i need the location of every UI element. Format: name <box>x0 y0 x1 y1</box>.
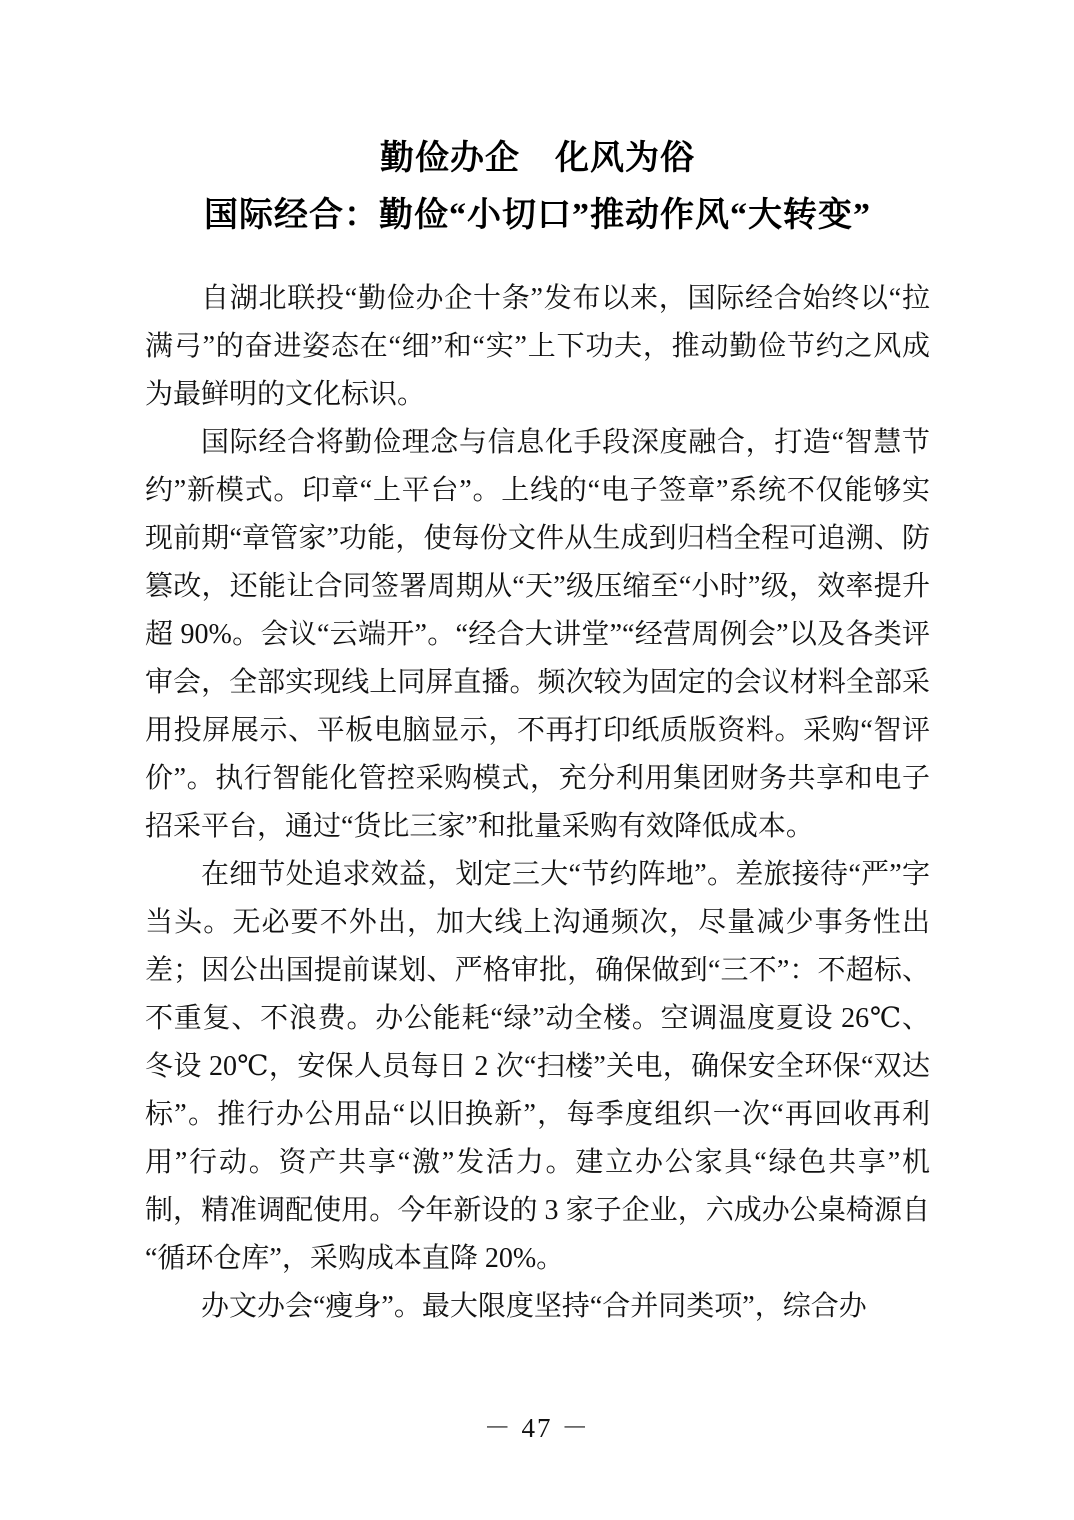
paragraph-intro: 自湖北联投“勤俭办企十条”发布以来，国际经合始终以“拉满弓”的奋进姿态在“细”和“实”上下功夫，推动勤俭节约之风成为最鲜明的文化标识。 <box>145 283 930 410</box>
page-number: － 47 － <box>483 1413 591 1443</box>
paragraph-doc-meeting-slimming: 办文办会“瘦身”。最大限度坚持“合并同类项”，综合办 <box>201 1291 867 1322</box>
doc-title-line1: 勤俭办企 化风为俗 <box>380 140 695 177</box>
paragraph-smart-saving: 国际经合将勤俭理念与信息化手段深度融合，打造“智慧节约”新模式。印章“上平台”。上线的“电子签章”系统不仅能够实现前期“章管家”功能，使每份文件从生成到归档全程可追溯、防篡改，还能让合同签署周期从“天”级压缩至“小时”级，效率提升超 90%。会议“云端开”。“经合大讲堂”“经营周例会”以及各类评审会，全部实现线上同屏直播。频次较为固定的会议材料全部采用投屏展示、平板电脑显示，不再打印纸质版资料。采购“智评价”。执行智能化管控采购模式，充分利用集团财务共享和电子招采平台，通过“货比三家”和批量采购有效降低成本。 <box>145 427 930 842</box>
doc-body <box>145 275 930 1331</box>
doc-title-line2: 国际经合：勤俭“小切口”推动作风“大转变” <box>204 197 871 234</box>
paragraph-saving-fronts: 在细节处追求效益，划定三大“节约阵地”。差旅接待“严”字当头。无必要不外出，加大线上沟通频次，尽量减少事务性出差；因公出国提前谋划、严格审批，确保做到“三不”：不超标、不重复、不浪费。办公能耗“绿”动全楼。空调温度夏设 26℃、冬设 20℃，安保人员每日 2 次“扫楼”关电，确保安全环保“双达标”。推行办公用品“以旧换新”，每季度组织一次“再回收再利用”行动。资产共享“激”发活力。建立办公家具“绿色共享”机制，精准调配使用。今年新设的 3 家子企业，六成办公桌椅源自“循环仓库”，采购成本直降 20%。 <box>145 859 930 1274</box>
